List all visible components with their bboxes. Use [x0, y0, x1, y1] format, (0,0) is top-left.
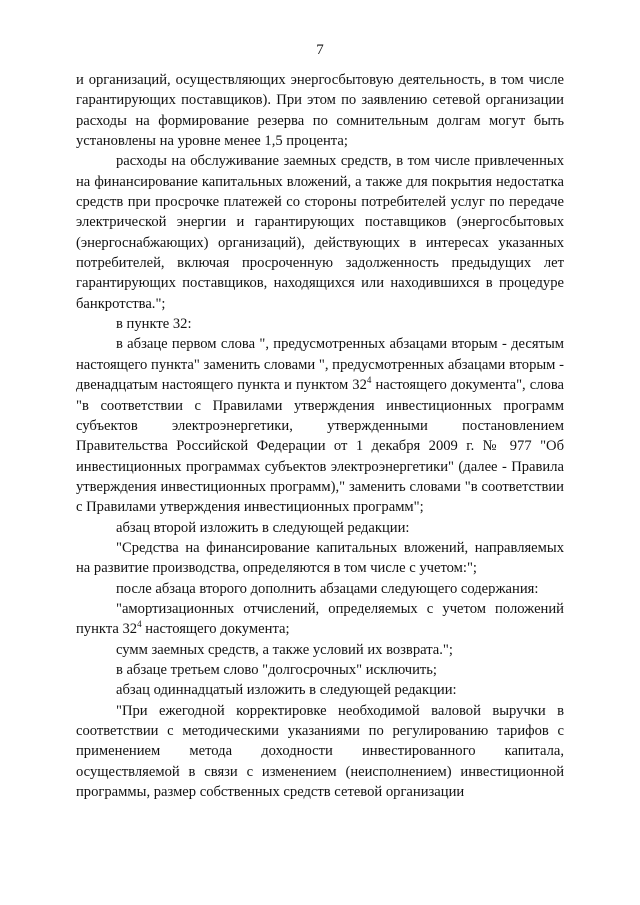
superscript-number: 4 [137, 619, 142, 630]
paragraph [76, 701, 564, 803]
document-body [76, 70, 564, 802]
paragraph-text: в абзаце третьем слово "долгосрочных" исключить; [116, 661, 437, 678]
page-number: 7 [316, 42, 324, 58]
paragraph-text: в пункте 32: [116, 316, 192, 333]
paragraph-text: абзац второй изложить в следующей редакции: [116, 519, 410, 536]
paragraph-text: "Средства на финансирование капитальных вложений, направляемых на развитие производства, определяются в том числе с учетом:"; [76, 539, 564, 577]
paragraph [76, 640, 564, 660]
paragraph-text: после абзаца второго дополнить абзацами следующего содержания: [116, 580, 539, 597]
paragraph [76, 314, 564, 334]
paragraph [76, 599, 564, 640]
paragraph-text: расходы на обслуживание заемных средств, в том числе привлеченных на финансирование капитальных вложений, а также для покрытия недостатка средств при просрочке платежей со стороны потребителей услуг по передаче электрической энергии и гарантирующих поставщиков (энергосбытовых (энергоснабжающих) организаций), действующих в интересах указанных потребителей, включая просроченную задолженность предыдущих лет гарантирующих поставщиков, находящихся или находившихся в процедуре банкротства."; [76, 153, 564, 312]
paragraph-text: "амортизационных отчислений, определяемых с учетом положений пункта 32 [76, 600, 564, 638]
paragraph [76, 518, 564, 538]
paragraph [76, 334, 564, 517]
paragraph-text: в абзаце первом слова ", предусмотренных абзацами вторым - десятым настоящего пункта" заменить словами ", предусмотренных абзацами вторым - двенадцатым настоящего пункта и пунктом 32 [76, 336, 564, 394]
paragraph [76, 660, 564, 680]
paragraph-text-tail: настоящего документа; [141, 621, 290, 638]
paragraph-text-tail: настоящего документа", слова "в соответствии с Правилами утверждения инвестиционных программ субъектов электроэнергетики, утвержденными постановлением Правительства Российской Федерации от 1 декабря 2009 г. № 977 "Об инвестиционных программах субъектов электроэнергетики" (далее - Правила утверждения инвестиционных программ)," заменить словами "в соответствии с Правилами утверждения инвестиционных программ"; [76, 377, 564, 516]
superscript-number: 4 [366, 375, 372, 386]
paragraph [76, 538, 564, 579]
paragraph-text: сумм заемных средств, а также условий их возврата."; [116, 641, 453, 658]
paragraph-text: абзац одиннадцатый изложить в следующей редакции: [116, 682, 457, 699]
paragraph [76, 579, 564, 599]
paragraph-text: и организаций, осуществляющих энергосбытовую деятельность, в том числе гарантирующих поставщиков). При этом по заявлению сетевой организации расходы на формирование резерва по сомнительным долгам могут быть установлены на уровне менее 1,5 процента; [76, 72, 564, 150]
paragraph [76, 151, 564, 314]
paragraph-text: "При ежегодной корректировке необходимой валовой выручки в соответствии с методическими указаниями по регулированию тарифов с применением метода доходности инвестированного капитала, осуществляемой в связи с изменением (неисполнением) инвестиционной программы, размер собственных средств сетевой организации [76, 702, 564, 801]
paragraph [76, 70, 564, 151]
paragraph [76, 680, 564, 700]
